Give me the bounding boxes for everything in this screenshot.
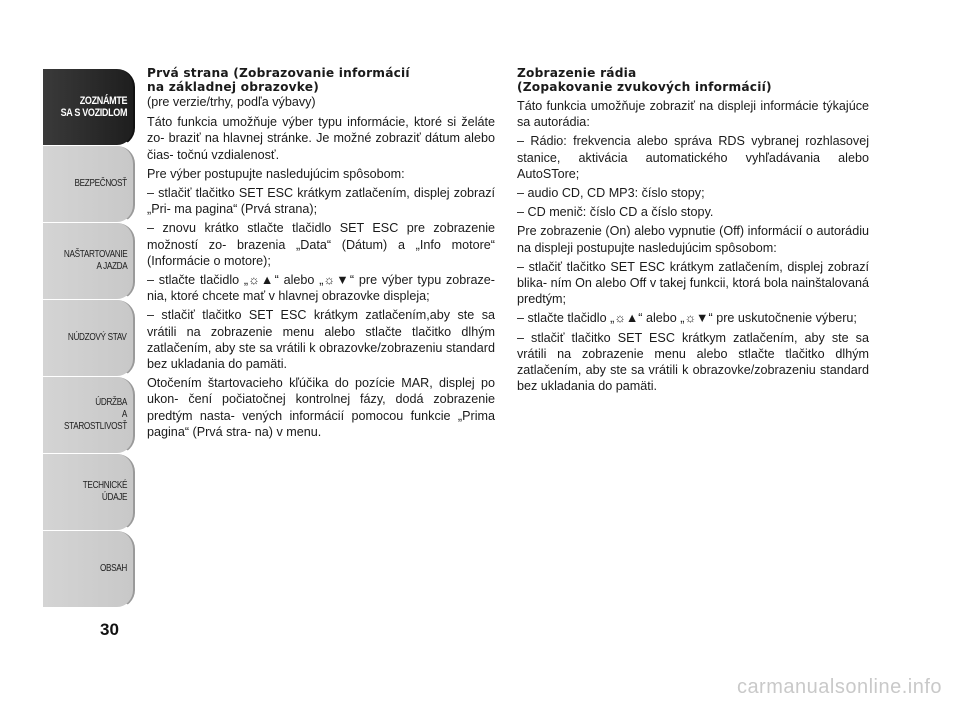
section-heading: na základnej obrazovke)	[147, 80, 320, 94]
tab-technicke-udaje[interactable]	[43, 454, 135, 531]
tab-label: BEZPEČNOSŤ	[74, 178, 127, 189]
paragraph: – Rádio: frekvencia alebo správa RDS vybranej rozhlasovej stanice, aktivácia automatického vyhľadávania alebo AutoSTore;	[517, 134, 869, 181]
page-number: 30	[100, 620, 119, 639]
chapter-tabs	[43, 69, 135, 608]
paragraph: Táto funkcia umožňuje výber typu informácie, ktoré si želáte zo- braziť na hlavnej stránke. Je možné zobraziť dátum alebo čias- točnú vzdialenosť.	[147, 115, 495, 162]
tab-label: NAŠTARTOVANIE A JAZDA	[63, 249, 127, 272]
paragraph: – stlačiť tlačitko SET ESC krátkym zatlačením, displej zobrazí „Pri- ma pagina“ (Prvá strana);	[147, 186, 495, 217]
section-heading: Prvá strana (Zobrazovanie informácií	[147, 66, 410, 80]
paragraph: – CD menič: číslo CD a číslo stopy.	[517, 205, 714, 220]
paragraph: – stlačte tlačidlo „☼▲“ alebo „☼▼“ pre uskutočnenie výberu;	[517, 311, 857, 326]
tab-label: ÚDRŽBA A STAROSTLIVOSŤ	[63, 397, 127, 432]
tab-nastartovanie-a-jazda[interactable]	[43, 223, 135, 300]
paragraph: – audio CD, CD MP3: číslo stopy;	[517, 186, 705, 201]
paragraph: Otočením štartovacieho kľúčika do pozície MAR, displej po ukon- čení počiatočnej kontrolnej fázy, dodá zobrazenie predtým nasta- vených informácií pomocou funkcie „Prima pagina“ (Prvá stra- na) v menu.	[147, 376, 495, 439]
paragraph: – znovu krátko stlačte tlačidlo SET ESC pre zobrazenie možností zo- brazenia „Data“ (Dátum) a „Info motore“ (Informácie o motore);	[147, 221, 495, 268]
tab-udrzba-a-starostlivost[interactable]	[43, 377, 135, 454]
tab-label: TECHNICKÉ ÚDAJE	[82, 480, 127, 503]
tab-obsah[interactable]	[43, 531, 135, 608]
paragraph: Pre zobrazenie (On) alebo vypnutie (Off) informácií o autorádiu na displeji postupujte nasledujúcim spôsobom:	[517, 224, 869, 255]
paragraph: Táto funkcia umožňuje zobraziť na displeji informácie týkajúce sa autorádia:	[517, 99, 869, 130]
section-heading: (Zopakovanie zvukových informácií)	[517, 80, 772, 94]
section-subheading: (pre verzie/trhy, podľa výbavy)	[147, 95, 316, 109]
left-column	[147, 66, 495, 443]
tab-nudzovy-stav[interactable]	[43, 300, 135, 377]
paragraph: – stlačiť tlačitko SET ESC krátkym zatlačením, aby ste sa vrátili na zobrazenie menu alebo stlačte tlačitko dlhým zatlačením, aby ste sa vrátili k obrazovke/zobrazeniu standard bez ukladania do pamäti.	[517, 330, 869, 394]
paragraph: – stlačte tlačidlo „☼▲“ alebo „☼▼“ pre výber typu zobraze- nia, ktoré chcete mať v hlavnej obrazovke displeja;	[147, 273, 495, 304]
right-column	[517, 66, 869, 397]
tab-label: ZOZNÁMTE SA S VOZIDLOM	[60, 95, 127, 119]
tab-label: OBSAH	[99, 563, 127, 574]
paragraph: – stlačiť tlačitko SET ESC krátkym zatlačením,aby ste sa vrátili na zobrazenie menu alebo stlačte tlačitko dlhým zatlačením, aby ste sa vrátili k obrazovke/zobrazeniu standard bez ukladania do pamäti.	[147, 308, 495, 372]
section-heading: Zobrazenie rádia	[517, 66, 637, 80]
paragraph: – stlačiť tlačitko SET ESC krátkym zatlačením, displej zobrazí blika- ním On alebo Off v takej funkcii, ktorá bola nainštalovaná predtým;	[517, 259, 869, 307]
paragraph: Pre výber postupujte nasledujúcim spôsobom:	[147, 166, 405, 181]
watermark: carmanualsonline.info	[736, 676, 942, 698]
tab-label: NÚDZOVÝ STAV	[68, 332, 127, 343]
tab-bezpecnost[interactable]	[43, 146, 135, 223]
tab-zoznamte-sa-s-vozidlom[interactable]	[43, 69, 135, 146]
